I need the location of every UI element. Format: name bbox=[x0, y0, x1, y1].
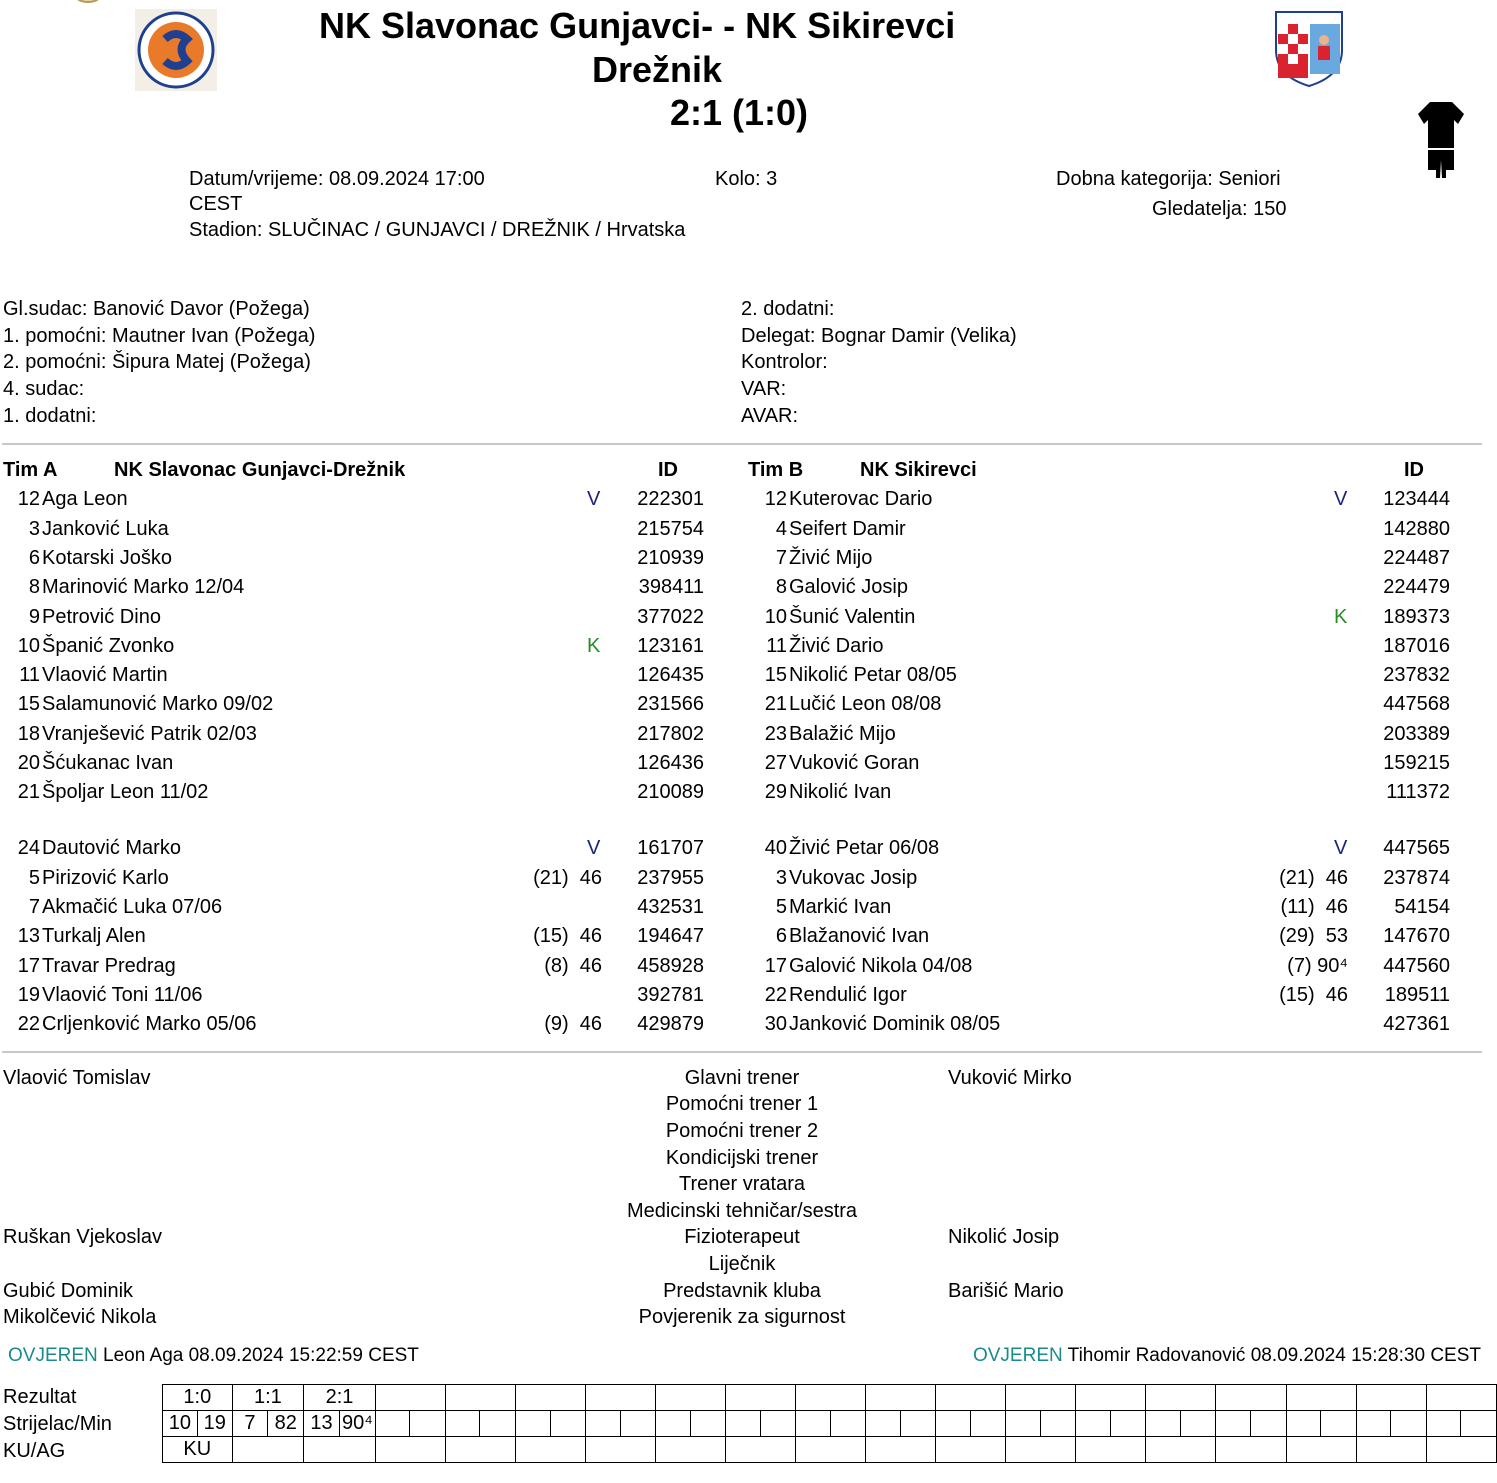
official-line: VAR: bbox=[741, 378, 787, 400]
player-number: 21 bbox=[764, 693, 787, 715]
minute-cell bbox=[410, 1411, 446, 1437]
result-cell bbox=[1146, 1385, 1216, 1411]
sub-info: (15) 46 bbox=[1279, 984, 1348, 1006]
captain-mark: K bbox=[1334, 606, 1348, 628]
player-number: 29 bbox=[764, 781, 787, 803]
scorer-cell bbox=[866, 1411, 901, 1437]
official-line: Gl.sudac: Banović Davor (Požega) bbox=[3, 298, 310, 320]
player-id: 111372 bbox=[1386, 781, 1450, 803]
player-id: 447568 bbox=[1383, 693, 1450, 715]
player-number: 7 bbox=[28, 896, 40, 918]
kuag-cell bbox=[1286, 1437, 1356, 1463]
match-stadium: Stadion: SLUČINAC / GUNJAVCI / DREŽNIK / Hrvatska bbox=[189, 219, 686, 241]
player-id: 429879 bbox=[637, 1013, 704, 1035]
player-number: 6 bbox=[775, 925, 787, 947]
sub-info: (7) 90⁴ bbox=[1287, 955, 1348, 977]
sub-info: (21) 46 bbox=[1279, 867, 1348, 889]
corner-emblem bbox=[70, 0, 106, 8]
player-id: 217802 bbox=[637, 723, 704, 745]
player-id: 398411 bbox=[638, 576, 704, 598]
player-id: 159215 bbox=[1383, 752, 1450, 774]
result-cell: 1:0 bbox=[163, 1385, 233, 1411]
kuag-cell: KU bbox=[163, 1437, 233, 1463]
staff-role: Liječnik bbox=[708, 1253, 776, 1275]
player-name: Galović Nikola 04/08 bbox=[789, 955, 973, 977]
verified-text: Tihomir Radovanović 08.09.2024 15:28:30 CEST bbox=[1067, 1345, 1481, 1366]
score-table bbox=[162, 1384, 1497, 1463]
scorer-cell bbox=[515, 1411, 550, 1437]
player-id: 126435 bbox=[637, 664, 704, 686]
player-number: 18 bbox=[17, 723, 40, 745]
player-id: 189511 bbox=[1384, 984, 1450, 1006]
result-cell bbox=[445, 1385, 515, 1411]
player-number: 10 bbox=[764, 606, 787, 628]
sub-info: (8) 46 bbox=[544, 955, 602, 977]
player-number: 30 bbox=[764, 1013, 787, 1035]
sub-info: (15) 46 bbox=[533, 925, 602, 947]
player-id: 237832 bbox=[1383, 664, 1450, 686]
player-name: Travar Predrag bbox=[42, 955, 176, 977]
team-a-name: NK Slavonac Gunjavci-Drežnik bbox=[114, 459, 406, 481]
player-id: 210939 bbox=[637, 547, 704, 569]
player-name: Kuterovac Dario bbox=[789, 488, 933, 510]
match-round: Kolo: 3 bbox=[715, 168, 778, 190]
kuag-cell bbox=[726, 1437, 796, 1463]
player-number: 21 bbox=[17, 781, 40, 803]
minute-cell bbox=[480, 1411, 516, 1437]
result-cell bbox=[936, 1385, 1006, 1411]
player-name: Vuković Goran bbox=[789, 752, 920, 774]
player-id: 210089 bbox=[637, 781, 704, 803]
player-name: Živić Petar 06/08 bbox=[789, 837, 940, 859]
player-name: Rendulić Igor bbox=[789, 984, 907, 1006]
result-cell bbox=[1426, 1385, 1496, 1411]
player-name: Nikolić Ivan bbox=[789, 781, 892, 803]
official-line: Kontrolor: bbox=[741, 351, 828, 373]
official-line: 1. pomoćni: Mautner Ivan (Požega) bbox=[3, 325, 316, 347]
result-cell bbox=[1076, 1385, 1146, 1411]
scorer-cell bbox=[586, 1411, 621, 1437]
player-number: 15 bbox=[764, 664, 787, 686]
result-cell bbox=[375, 1385, 445, 1411]
staff-away: Barišić Mario bbox=[948, 1280, 1064, 1302]
minute-cell bbox=[1461, 1411, 1497, 1437]
player-id: 237874 bbox=[1383, 867, 1450, 889]
player-number: 24 bbox=[17, 837, 40, 859]
staff-home: Ruškan Vjekoslav bbox=[3, 1226, 162, 1248]
match-score: 2:1 (1:0) bbox=[670, 92, 809, 133]
kuag-row bbox=[163, 1437, 1497, 1463]
player-name: Kotarski Joško bbox=[42, 547, 173, 569]
kuag-cell bbox=[936, 1437, 1006, 1463]
player-name: Salamunović Marko 09/02 bbox=[42, 693, 274, 715]
team-a-label: Tim A bbox=[3, 459, 58, 481]
player-number: 7 bbox=[775, 547, 787, 569]
player-id: 123161 bbox=[637, 635, 704, 657]
verified-label: OVJEREN bbox=[8, 1345, 98, 1366]
player-number: 12 bbox=[17, 488, 40, 510]
player-number: 22 bbox=[17, 1013, 40, 1035]
player-id: 447560 bbox=[1383, 955, 1450, 977]
player-name: Živić Dario bbox=[789, 635, 884, 657]
player-number: 11 bbox=[766, 635, 787, 657]
player-number: 27 bbox=[764, 752, 787, 774]
player-name: Šćukanac Ivan bbox=[42, 752, 174, 774]
player-number: 40 bbox=[764, 837, 787, 859]
player-name: Turkalj Alen bbox=[42, 925, 146, 947]
goalkeeper-mark: V bbox=[1334, 488, 1348, 510]
player-name: Špoljar Leon 11/02 bbox=[42, 781, 209, 803]
kuag-cell bbox=[375, 1437, 445, 1463]
player-name: Vranješević Patrik 02/03 bbox=[42, 723, 257, 745]
minute-cell bbox=[1250, 1411, 1286, 1437]
player-id: 126436 bbox=[637, 752, 704, 774]
player-name: Šunić Valentin bbox=[789, 606, 916, 628]
staff-home: Gubić Dominik bbox=[3, 1280, 134, 1302]
official-line: 2. dodatni: bbox=[741, 298, 835, 320]
minute-cell bbox=[690, 1411, 726, 1437]
player-name: Galović Josip bbox=[789, 576, 908, 598]
kuag-cell bbox=[515, 1437, 585, 1463]
minute-cell: 82 bbox=[268, 1411, 304, 1437]
jersey-icon bbox=[1416, 100, 1466, 180]
away-team-logo bbox=[1274, 10, 1344, 88]
minute-cell bbox=[900, 1411, 936, 1437]
minute-cell bbox=[550, 1411, 586, 1437]
player-number: 15 bbox=[17, 693, 40, 715]
scorer-cell bbox=[936, 1411, 971, 1437]
home-team-logo bbox=[135, 9, 217, 91]
player-name: Marinović Marko 12/04 bbox=[42, 576, 245, 598]
player-number: 4 bbox=[775, 518, 787, 540]
player-name: Aga Leon bbox=[42, 488, 128, 510]
scorer-cell bbox=[1006, 1411, 1041, 1437]
scorer-cell bbox=[1286, 1411, 1321, 1437]
staff-role: Glavni trener bbox=[684, 1067, 800, 1089]
minute-cell bbox=[1180, 1411, 1216, 1437]
result-cell bbox=[1356, 1385, 1426, 1411]
minute-cell bbox=[1040, 1411, 1076, 1437]
staff-role: Trener vratara bbox=[679, 1173, 805, 1195]
sub-info: (11) 46 bbox=[1280, 896, 1348, 918]
player-id: 189373 bbox=[1383, 606, 1450, 628]
scorer-cell: 7 bbox=[232, 1411, 268, 1437]
official-line: AVAR: bbox=[741, 405, 799, 427]
scorer-cell: 10 bbox=[163, 1411, 198, 1437]
match-title-line2: Drežnik bbox=[592, 49, 723, 90]
player-number: 17 bbox=[764, 955, 787, 977]
official-line: 4. sudac: bbox=[3, 378, 85, 400]
staff-away: Vuković Mirko bbox=[948, 1067, 1072, 1089]
kuag-cell bbox=[1076, 1437, 1146, 1463]
player-number: 6 bbox=[28, 547, 40, 569]
score-row-label: Rezultat bbox=[3, 1386, 77, 1408]
result-cell bbox=[866, 1385, 936, 1411]
kuag-cell bbox=[1006, 1437, 1076, 1463]
player-name: Janković Dominik 08/05 bbox=[789, 1013, 1001, 1035]
player-id: 215754 bbox=[637, 518, 704, 540]
kuag-cell bbox=[796, 1437, 866, 1463]
staff-home: Mikolčević Nikola bbox=[3, 1306, 157, 1328]
kuag-cell bbox=[1146, 1437, 1216, 1463]
captain-mark: K bbox=[587, 635, 601, 657]
player-number: 3 bbox=[28, 518, 40, 540]
minute-cell bbox=[830, 1411, 866, 1437]
player-id: 377022 bbox=[637, 606, 704, 628]
player-name: Vlaović Martin bbox=[42, 664, 168, 686]
result-cell bbox=[796, 1385, 866, 1411]
sub-info: (29) 53 bbox=[1279, 925, 1348, 947]
age-category: Dobna kategorija: Seniori bbox=[1056, 168, 1281, 190]
scorer-cell bbox=[1146, 1411, 1181, 1437]
result-cell bbox=[1006, 1385, 1076, 1411]
player-name: Pirizović Karlo bbox=[42, 867, 169, 889]
player-number: 11 bbox=[19, 664, 40, 686]
official-line: Delegat: Bognar Damir (Velika) bbox=[741, 325, 1017, 347]
minute-cell bbox=[620, 1411, 656, 1437]
kuag-cell bbox=[1216, 1437, 1286, 1463]
goalkeeper-mark: V bbox=[1334, 837, 1348, 859]
staff-away: Nikolić Josip bbox=[948, 1226, 1060, 1248]
staff-role: Povjerenik za sigurnost bbox=[638, 1306, 846, 1328]
team-b-name: NK Sikirevci bbox=[860, 459, 977, 481]
scorer-row bbox=[163, 1411, 1497, 1437]
player-id: 427361 bbox=[1383, 1013, 1450, 1035]
player-number: 5 bbox=[28, 867, 40, 889]
kuag-cell bbox=[586, 1437, 656, 1463]
player-name: Janković Luka bbox=[42, 518, 169, 540]
scorer-cell bbox=[1426, 1411, 1461, 1437]
player-name: Akmačić Luka 07/06 bbox=[42, 896, 223, 918]
player-id: 458928 bbox=[637, 955, 704, 977]
player-number: 13 bbox=[17, 925, 40, 947]
goalkeeper-mark: V bbox=[587, 488, 601, 510]
kuag-cell bbox=[304, 1437, 376, 1463]
score-row-label: Strijelac/Min bbox=[3, 1413, 112, 1435]
player-id: 447565 bbox=[1383, 837, 1450, 859]
player-number: 8 bbox=[28, 576, 40, 598]
verified-left bbox=[8, 1345, 419, 1367]
result-cell bbox=[1216, 1385, 1286, 1411]
kuag-cell bbox=[656, 1437, 726, 1463]
player-name: Dautović Marko bbox=[42, 837, 181, 859]
minute-cell bbox=[970, 1411, 1006, 1437]
team-b-label: Tim B bbox=[748, 459, 804, 481]
player-id: 392781 bbox=[637, 984, 704, 1006]
sub-info: (21) 46 bbox=[533, 867, 602, 889]
sub-info: (9) 46 bbox=[544, 1013, 602, 1035]
staff-role: Kondicijski trener bbox=[665, 1147, 819, 1169]
player-number: 10 bbox=[17, 635, 40, 657]
staff-home: Vlaović Tomislav bbox=[3, 1067, 151, 1089]
player-id: 54154 bbox=[1394, 896, 1450, 918]
result-cell: 1:1 bbox=[232, 1385, 303, 1411]
player-number: 23 bbox=[764, 723, 787, 745]
verified-right bbox=[973, 1345, 1481, 1367]
player-number: 12 bbox=[764, 488, 787, 510]
staff-role: Pomoćni trener 2 bbox=[665, 1120, 819, 1142]
player-name: Vlaović Toni 11/06 bbox=[42, 984, 203, 1006]
minute-cell bbox=[1391, 1411, 1427, 1437]
kuag-cell bbox=[1426, 1437, 1496, 1463]
player-name: Nikolić Petar 08/05 bbox=[789, 664, 957, 686]
player-name: Blažanović Ivan bbox=[789, 925, 930, 947]
player-number: 5 bbox=[775, 896, 787, 918]
match-datetime: Datum/vrijeme: 08.09.2024 17:00 bbox=[189, 168, 485, 190]
official-line: 2. pomoćni: Šipura Matej (Požega) bbox=[3, 351, 311, 373]
result-cell: 2:1 bbox=[304, 1385, 376, 1411]
player-id: 123444 bbox=[1383, 488, 1450, 510]
minute-cell bbox=[1321, 1411, 1357, 1437]
player-name: Živić Mijo bbox=[789, 547, 873, 569]
player-id: 231566 bbox=[637, 693, 704, 715]
staff-role: Predstavnik kluba bbox=[663, 1280, 821, 1302]
scorer-cell bbox=[445, 1411, 480, 1437]
official-line: 1. dodatni: bbox=[3, 405, 97, 427]
minute-cell bbox=[1110, 1411, 1146, 1437]
kuag-cell bbox=[232, 1437, 303, 1463]
scorer-cell bbox=[656, 1411, 691, 1437]
player-name: Lučić Leon 08/08 bbox=[789, 693, 942, 715]
spectators: Gledatelja: 150 bbox=[1152, 198, 1287, 220]
player-id: 161707 bbox=[637, 837, 704, 859]
player-id: 147670 bbox=[1383, 925, 1450, 947]
player-id: 142880 bbox=[1383, 518, 1450, 540]
player-id: 237955 bbox=[637, 867, 704, 889]
result-cell bbox=[586, 1385, 656, 1411]
staff-role: Fizioterapeut bbox=[684, 1226, 800, 1248]
player-id: 432531 bbox=[637, 896, 704, 918]
kuag-cell bbox=[1356, 1437, 1426, 1463]
player-id: 224487 bbox=[1383, 547, 1450, 569]
result-row bbox=[163, 1385, 1497, 1411]
verified-text: Leon Aga 08.09.2024 15:22:59 CEST bbox=[103, 1345, 419, 1366]
result-cell bbox=[515, 1385, 585, 1411]
kuag-cell bbox=[445, 1437, 515, 1463]
player-name: Markić Ivan bbox=[789, 896, 892, 918]
result-cell bbox=[1286, 1385, 1356, 1411]
goalkeeper-mark: V bbox=[587, 837, 601, 859]
team-a-id-header: ID bbox=[658, 459, 678, 481]
scorer-cell bbox=[375, 1411, 410, 1437]
player-number: 9 bbox=[28, 606, 40, 628]
player-name: Crljenković Marko 05/06 bbox=[42, 1013, 257, 1035]
minute-cell: 90⁴ bbox=[339, 1411, 375, 1437]
scorer-cell: 13 bbox=[304, 1411, 340, 1437]
divider bbox=[2, 1051, 1482, 1053]
match-title: NK Slavonac Gunjavci- - NK Sikirevci bbox=[319, 5, 956, 46]
player-number: 19 bbox=[17, 984, 40, 1006]
player-number: 22 bbox=[764, 984, 787, 1006]
kuag-cell bbox=[866, 1437, 936, 1463]
divider bbox=[2, 443, 1482, 445]
scorer-cell bbox=[796, 1411, 831, 1437]
player-id: 194647 bbox=[637, 925, 704, 947]
scorer-cell bbox=[1216, 1411, 1251, 1437]
player-name: Španić Zvonko bbox=[42, 635, 175, 657]
player-name: Vukovac Josip bbox=[789, 867, 918, 889]
minute-cell: 19 bbox=[197, 1411, 232, 1437]
player-number: 3 bbox=[775, 867, 787, 889]
player-id: 224479 bbox=[1383, 576, 1450, 598]
scorer-cell bbox=[1356, 1411, 1391, 1437]
player-id: 187016 bbox=[1383, 635, 1450, 657]
scorer-cell bbox=[1076, 1411, 1111, 1437]
match-timezone: CEST bbox=[189, 193, 243, 215]
player-id: 222301 bbox=[637, 488, 704, 510]
player-number: 17 bbox=[17, 955, 40, 977]
score-row-label: KU/AG bbox=[3, 1440, 66, 1462]
result-cell bbox=[656, 1385, 726, 1411]
team-b-id-header: ID bbox=[1404, 459, 1424, 481]
player-number: 20 bbox=[17, 752, 40, 774]
scorer-cell bbox=[726, 1411, 761, 1437]
player-name: Petrović Dino bbox=[42, 606, 161, 628]
player-id: 203389 bbox=[1383, 723, 1450, 745]
result-cell bbox=[726, 1385, 796, 1411]
verified-label: OVJEREN bbox=[972, 1345, 1063, 1366]
staff-role: Pomoćni trener 1 bbox=[665, 1093, 819, 1115]
minute-cell bbox=[760, 1411, 796, 1437]
player-number: 8 bbox=[775, 576, 787, 598]
player-name: Balažić Mijo bbox=[789, 723, 896, 745]
staff-role: Medicinski tehničar/sestra bbox=[626, 1200, 858, 1222]
player-name: Seifert Damir bbox=[789, 518, 906, 540]
